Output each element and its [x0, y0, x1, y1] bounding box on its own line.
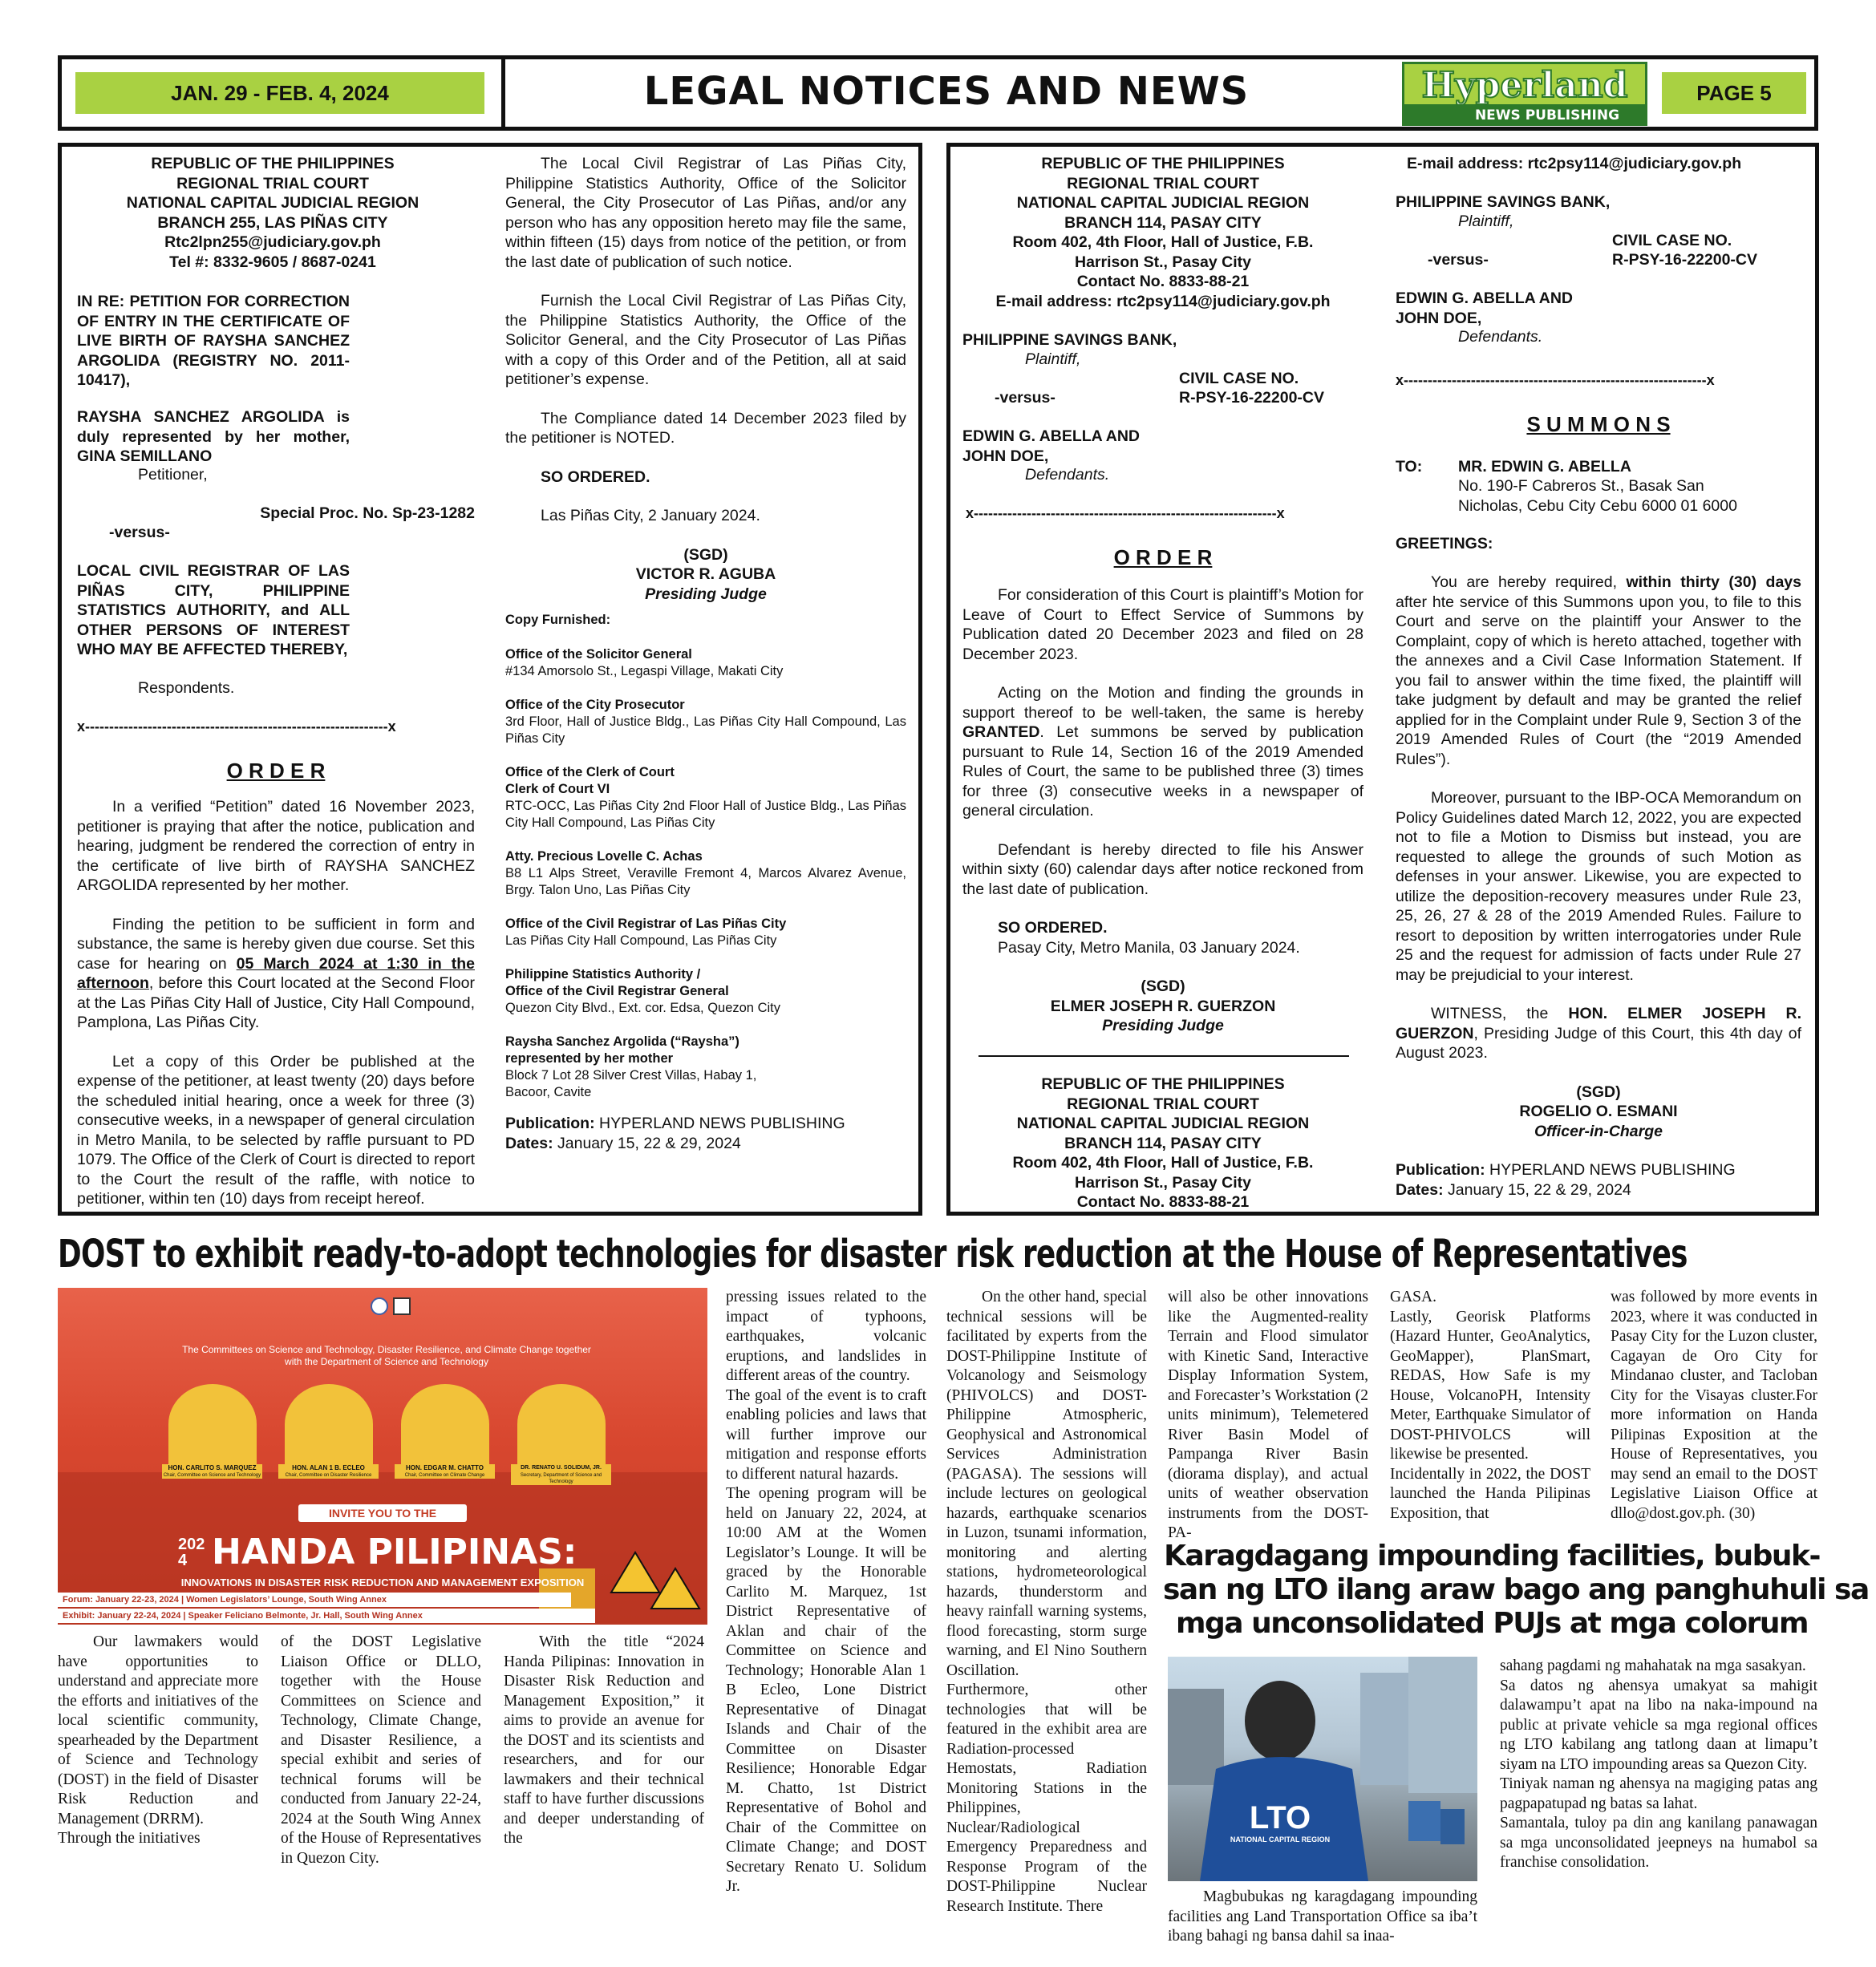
article1-col-7: GASA. Lastly, Georisk Platforms (Hazard Hunter, GeoAnalytics, GeoMapper), PlanSmart, REDAS, How Safe is my House, VolcanoPH, Intensity Meter, Earthquake Simulator of DOST-PHIVOLCS will likewise be presented. Incidentally in 2022, the DOST launched the Handa Pilipinas Exposition, that: [1390, 1289, 1590, 1522]
copy-name: Office of the Solicitor General: [505, 647, 692, 662]
summons-judge: HON. ELMER JOSEPH R. GUERZON: [1396, 1005, 1801, 1042]
notice2-summons-para-3: [1396, 1004, 1801, 1063]
notice1-place-date: Las Piñas City, 2 January 2024.: [541, 507, 760, 524]
poster-people: [162, 1384, 611, 1485]
copy-name: Office of the City Prosecutor: [505, 698, 685, 712]
summons-para-3-a: WITNESS, the: [1431, 1005, 1569, 1022]
article1-col-6: will also be other innovations like the Augmented-reality Terrain and Flood simulator with Kinetic Sand, Interactive Display Information System, and Forecaster’s Workstation (2 units minimum), Telemetered River Basin Model of Pampanga River Basin (diorama display), and actual units of weather observation instruments from the DOST-PA-: [1168, 1289, 1368, 1541]
copy-entry: [505, 966, 906, 1017]
issue-date: [75, 72, 484, 114]
notice2-versus-2: -versus-: [1428, 251, 1489, 269]
notice1-publication: [505, 1114, 906, 1134]
summons-deadline: within thirty (30) days: [1626, 573, 1801, 591]
notice1-sgd: (SGD): [683, 545, 728, 564]
copy-entry: [505, 646, 906, 680]
notice1-copies-list: [505, 646, 906, 1101]
person-name: HON. CARLITO S. MARQUEZ: [162, 1464, 262, 1472]
notice1-para-2: [77, 915, 475, 1033]
publication-label: Publication:: [1396, 1161, 1485, 1179]
notice2-greetings: GREETINGS:: [1396, 535, 1493, 552]
notice1-judge: VICTOR R. AGUBA: [635, 565, 776, 583]
article1-col-8: was followed by more events in 2023, where it was conducted in Pasay City for the Luzon cluster, Cagayan de Oro City for Mindanao cluster, and Tacloban City for the Visayas cluster.For more information on Handa Pilipinas Exposition at the House of Representatives, you may send an email to the DOST Legislative Liaison Office at dllo@dost.gov.ph. (30): [1611, 1289, 1817, 1522]
notice2-civil-case-label-2: CIVIL CASE NO.: [1612, 232, 1732, 249]
logo-sub-text: NEWS PUBLISHING: [1474, 107, 1620, 123]
poster-forum: Forum: January 22-23, 2024 | Women Legislators’ Lounge, South Wing Annex: [58, 1593, 571, 1607]
article2-col-2: sahang pagdami ng mahahatak na mga sasakyan. Sa datos ng ahensya umakyat sa mahigit dalawampu’t apat na libo na naka-impound na public at private vehicle sa mga regional offices ng LTO kabilang ang tatlong daan at limapu’t siyam na LTO impounding areas sa Quezon City. Tiniyak naman ng ahensya na magiging patas ang pagpapatupad ng batas sa lahat. Samantala, tuloy pa din ang kanilang panawagan sa mga unconsolidated jeepneys na humabol sa franchise consolidation.: [1500, 1657, 1817, 1871]
notice2-officer-title: Officer-in-Charge: [1534, 1122, 1663, 1140]
notice1-versus: -versus-: [109, 524, 170, 541]
copy-name: Raysha Sanchez Argolida (“Raysha”) represented by her mother: [505, 1034, 739, 1066]
notice2-to-label: TO:: [1396, 458, 1423, 476]
copy-entry: [505, 916, 906, 949]
person-role: Secretary, Department of Science and Technology: [511, 1472, 611, 1485]
notice2-judge-title: Presiding Judge: [1102, 1017, 1224, 1034]
summons-para-1-b: after hte service of this Summons upon you, to file to this Court and serve on the plaintiff your Answer to the Complaint, copy of which is hereto attached, together with the annexes and a Civil Case Information Statement. If you fail to answer within the time fixed, the plaintiff will take judgment by default and may be granted the relief applied for in the Complaint under Rule 9, Section 3 of the 2019 Amended Rules of Court (the “2019 Amended Rules”).: [1396, 593, 1801, 768]
person-name: HON. EDGAR M. CHATTO: [395, 1464, 495, 1472]
notice1-petitioner: RAYSHA SANCHEZ ARGOLIDA is duly represented by her mother, GINA SEMILLANO: [77, 408, 350, 465]
notice2-summons-para-2: Moreover, pursuant to the IBP-OCA Memorandum on Policy Guidelines dated March 12, 2022, you are expected not to file a Motion to Dismiss but instead, you are requested to allege the grounds of such Motion as defenses in your answer. Likewise, you are expected to utilize the deposition-recovery measures under Rule 23, 25, 26, 27 & 28 of the 2019 Amended Rules. Failure to resort to deposition by written interrogatories under Rule 25 and the request for admission of facts under Rule 27 may be prejudicial to your interest.: [1396, 789, 1801, 984]
poster-dost-icon: [393, 1297, 411, 1315]
person-portrait: [401, 1384, 489, 1464]
copy-name: Office of the Clerk of Court Clerk of Court VI: [505, 765, 675, 796]
notice2-separator: x---------------------------------------------------------------x: [966, 505, 1285, 521]
copy-entry: [505, 848, 906, 899]
notice2-versus: -versus-: [995, 389, 1056, 407]
notice1-para-2-b: , before this Court located at the Second Floor at the Las Piñas City Hall of Justice, City Hall Compound, Pamplona, Las Piñas City.: [77, 974, 475, 1031]
notice2-defendants-label-2: Defendants.: [1458, 328, 1543, 346]
notice1-hearing-date: 05 March 2024 at 1:30 in the afternoon: [77, 954, 475, 992]
poster-invite: INVITE YOU TO THE: [298, 1504, 467, 1522]
notice1-court-header: REPUBLIC OF THE PHILIPPINES REGIONAL TRIAL COURT NATIONAL CAPITAL JUDICIAL REGION BRANCH 255, LAS PIÑAS CITY Rtc2lpn255@judiciary.gov.ph Tel #: 8332-9605 / 8687-0241: [126, 155, 419, 271]
poster-person: [395, 1384, 495, 1485]
person-name: DR. RENATO U. SOLIDUM, JR.: [511, 1464, 611, 1472]
copy-name: Philippine Statistics Authority / Office of the Civil Registrar General: [505, 967, 729, 998]
notice2-court-header: REPUBLIC OF THE PHILIPPINES REGIONAL TRIAL COURT NATIONAL CAPITAL JUDICIAL REGION BRANCH 114, PASAY CITY Room 402, 4th Floor, Hall of Justice, F.B. Harrison St., Pasay City Contact No. 8833-88-21 E-mail address: rtc2psy114@judiciary.gov.ph: [995, 155, 1331, 310]
lto-photo-scene: [1168, 1657, 1477, 1881]
notice2-civil-case-no-2: R-PSY-16-22200-CV: [1612, 251, 1758, 269]
notice2-order-body: [962, 585, 1363, 1036]
poster-exhibit: Exhibit: January 22-24, 2024 | Speaker Feliciano Belmonte, Jr. Hall, South Wing Annex: [58, 1609, 595, 1623]
notice2-defendants: EDWIN G. ABELLA AND JOHN DOE,: [962, 427, 1140, 465]
lto-photo: [1168, 1657, 1477, 1881]
notice1-separator: x---------------------------------------------------------------x: [77, 718, 396, 735]
person-portrait: [285, 1384, 373, 1464]
copy-name: Office of the Civil Registrar of Las Piñas City: [505, 917, 787, 931]
article2-headline-line: mga unconsolidated PUJs at mga colorum: [1175, 1607, 1809, 1640]
article1-col-3: With the title “2024 Handa Pilipinas: Innovation in Disaster Risk Reduction and Management Exposition,” it aims to provide an avenue for the DOST and its scientists and researchers, and for our lawmakers and their technical staff to have further discussions and deeper understanding of the: [504, 1633, 704, 1847]
article1-col-2: of the DOST Legislative Liaison Office or DLLO, together with the House Committees on Science and Technology, Climate Change, and Disaster Resilience, a special exhibit and series of technical forums will be conducted from January 22-24, 2024 at the South Wing Annex of the House of Representatives in Quezon City.: [281, 1633, 481, 1867]
summons-para-1-a: You are hereby required,: [1431, 573, 1627, 591]
notice2-judge: ELMER JOSEPH R. GUERZON: [1050, 997, 1276, 1015]
notice1-para-1: In a verified “Petition” dated 16 November 2023, petitioner is praying that after the notice, publication and hearing, judgment be rendered the correction of entry in the certificate of live birth of RAYSHA SANCHEZ ARGOLIDA represented by her mother.: [77, 798, 475, 894]
issue-date-text: JAN. 29 - FEB. 4, 2024: [171, 80, 389, 105]
notice2-email-2: E-mail address: rtc2psy114@judiciary.gov.ph: [1407, 155, 1742, 172]
lto-vest-text: LTO: [1249, 1800, 1311, 1835]
notice1-respondents-label: Respondents.: [138, 679, 235, 697]
copy-entry: [505, 697, 906, 747]
copy-address: 3rd Floor, Hall of Justice Bldg., Las Piñas City Hall Compound, Las Piñas City: [505, 714, 906, 746]
notice1-copy-furnished: Copy Furnished:: [505, 613, 611, 627]
notice1-para-3: Let a copy of this Order be published at the expense of the petitioner, at least twenty (20) days before the scheduled initial hearing, once a week for three (3) consecutive weeks, in a newspaper of general circulation in Metro Manila, to be selected by raffle pursuant to PD 1079. The Office of the Clerk of Court is directed to report to the Court the result of the raffle, with notice to petitioner, within ten (10) days from receipt hereof.: [77, 1052, 475, 1208]
publication-value: HYPERLAND NEWS PUBLISHING: [594, 1115, 845, 1132]
dates-label: Dates:: [505, 1134, 553, 1152]
notice2-sgd-2: (SGD): [1576, 1083, 1621, 1101]
copy-address: Block 7 Lot 28 Silver Crest Villas, Habay 1, Bacoor, Cavite: [505, 1068, 757, 1099]
poster-intro: The Committees on Science and Technology, Disaster Resilience, and Climate Change together with the Department of Science and Technology: [182, 1344, 591, 1367]
poster-person: [278, 1384, 379, 1485]
article1-col-5: On the other hand, special technical sessions will be facilitated by experts from the DOST-Philippine Institute of Volcanology and Seismology (PHIVOLCS) and DOST-Philippine Atmospheric, Geophysical and Astronomical Services Administration (PAGASA). The sessions will include lectures on geological hazards, earthquake scenarios in Luzon, tsunami information, monitoring and alerting stations, hydrometeorological hazards, thunderstorm and heavy rainfall warning systems, flood forecasting, storm surge warning, and El Nino Southern Oscillation. Furthermore, other technologies that will be featured in the exhibit area are Radiation-processed Hemostats, Radiation Monitoring Stations in the Philippines, Nuclear/Radiological Emergency Preparedness and Response Program of the DOST-Philippine Nuclear Research Institute. There: [946, 1289, 1147, 1915]
notice1-case-no: Special Proc. No. Sp-23-1282: [260, 504, 475, 522]
handa-pilipinas-poster: [58, 1288, 707, 1625]
poster-person: [162, 1384, 262, 1485]
copy-address: B8 L1 Alps Street, Veraville Fremont 4, Marcos Alvarez Avenue, Brgy. Talon Uno, Las Piñas City: [505, 866, 906, 897]
copy-address: #134 Amorsolo St., Legaspi Village, Makati City: [505, 664, 784, 678]
person-portrait: [168, 1384, 257, 1464]
copy-address: RTC-OCC, Las Piñas City 2nd Floor Hall of Justice Bldg., Las Piñas City Hall Compound, Las Piñas City: [505, 799, 906, 830]
article2-col-1: Magbubukas ng karagdagang impounding facilities ang Land Transportation Office sa iba’t ibang bahagi ng bansa dahil sa inaa-: [1168, 1888, 1477, 1945]
person-portrait: [517, 1384, 606, 1464]
notice2-civil-case-label: CIVIL CASE NO.: [1179, 370, 1299, 387]
notice2-to-name: MR. EDWIN G. ABELLA: [1458, 458, 1631, 476]
section-title: LEGAL NOTICES AND NEWS: [643, 69, 1250, 114]
page-number: [1662, 72, 1806, 114]
article2-headline-line: san ng LTO ilang araw bago ang panghuhuli sa: [1163, 1573, 1869, 1606]
notice2-officer: ROGELIO O. ESMANI: [1519, 1103, 1678, 1120]
notice2-separator-2: x---------------------------------------------------------------x: [1396, 372, 1715, 388]
notice2-sgd: (SGD): [1141, 977, 1185, 995]
notice2-summons-para-1: [1396, 573, 1801, 769]
poster-seal-icon: [371, 1297, 388, 1315]
copy-name: Atty. Precious Lovelle C. Achas: [505, 849, 703, 864]
dates-value: January 15, 22 & 29, 2024: [1443, 1180, 1631, 1199]
person-role: Chair, Committee on Science and Technology: [163, 1473, 261, 1478]
notice2-granted: GRANTED: [962, 723, 1040, 741]
notice1-para-2-a: Finding the petition to be sufficient in form and substance, the same is hereby given due course. Set this case for hearing on: [77, 915, 475, 973]
notice2-defendants-2: EDWIN G. ABELLA AND JOHN DOE,: [1396, 289, 1573, 327]
notice2-court-header-2: REPUBLIC OF THE PHILIPPINES REGIONAL TRIAL COURT NATIONAL CAPITAL JUDICIAL REGION BRANCH 114, PASAY CITY Room 402, 4th Floor, Hall of Justice, F.B. Harrison St., Pasay City Contact No. 8833-88-21: [1012, 1075, 1314, 1211]
person-role: Chair, Committee on Climate Change: [395, 1472, 495, 1479]
notice2-place-date: Pasay City, Metro Manila, 03 January 2024.: [998, 938, 1300, 957]
person-name: HON. ALAN 1 B. ECLEO: [278, 1464, 379, 1472]
notice2-para-2-b: . Let summons be served by publication pursuant to Rule 14, Section 16 of the 2019 Amended Rules of Court, the same to be published three (3) times for three (3) consecutive weeks in a newspaper of general circulation.: [962, 723, 1363, 820]
notice2-order-title: O R D E R: [1113, 545, 1213, 569]
notice2-dates: [1396, 1180, 1801, 1200]
notice1-body-col1: [77, 797, 475, 1209]
notice1-dates: [505, 1134, 906, 1154]
hyperland-logo: [1402, 62, 1647, 126]
poster-subtitle: INNOVATIONS IN DISASTER RISK REDUCTION AND MANAGEMENT EXPOSITION: [180, 1576, 585, 1589]
poster-year: 2024: [178, 1536, 205, 1569]
notice2-defendants-label: Defendants.: [1025, 466, 1110, 484]
dates-label: Dates:: [1396, 1180, 1444, 1199]
notice1-para-5: Furnish the Local Civil Registrar of Las Piñas City, the Philippine Statistics Authority, the Office of the Solicitor General, and the City Prosecutor of Las Piñas with a copy of this Order and of the Petition, all at said petitioner’s expense.: [505, 292, 906, 388]
notice2-para-1: For consideration of this Court is plaintiff’s Motion for Leave of Court to Effect Service of Summons by Publication dated 20 December 2023 and filed on 28 December 2023.: [962, 586, 1363, 663]
poster-event: HANDA PILIPINAS:: [212, 1532, 577, 1572]
dates-value: January 15, 22 & 29, 2024: [553, 1134, 741, 1152]
copy-entry: [505, 764, 906, 832]
notice2-plaintiff-2: PHILIPPINE SAVINGS BANK,: [1396, 193, 1611, 211]
copy-address: Quezon City Blvd., Ext. cor. Edsa, Quezon City: [505, 1001, 780, 1015]
person-role: Chair, Committee on Disaster Resilience: [278, 1472, 379, 1479]
notice2-plaintiff: PHILIPPINE SAVINGS BANK,: [962, 331, 1177, 349]
notice2-summons-body: [1396, 573, 1801, 1200]
notice2-plaintiff-label-2: Plaintiff,: [1458, 212, 1514, 230]
notice2-publication: [1396, 1160, 1801, 1180]
notice1-para-6: The Compliance dated 14 December 2023 filed by the petitioner is NOTED.: [505, 409, 906, 447]
lto-vest-sub: NATIONAL CAPITAL REGION: [1230, 1835, 1331, 1844]
notice2-civil-case-no: R-PSY-16-22200-CV: [1179, 389, 1325, 407]
summons-para-3-b: , Presiding Judge of this Court, this 4th day of August 2023.: [1396, 1024, 1801, 1062]
article1-col-4: pressing issues related to the impact of typhoons, earthquakes, volcanic eruptions, and landslides in different areas of the country. The goal of the event is to craft enabling policies and laws that will further improve our mitigation and response efforts to different natural hazards. The opening program will be held on January 22, 2024, at 10:00 AM at the Women Legislator’s Lounge. It will be graced by the Honorable Carlito M. Marquez, 1st District Representative of Aklan and chair of the Committee on Science and Technology; Honorable Alan 1 B Ecleo, Lone District Representative of Dinagat Islands and Chair of the Committee on Disaster Resilience; Honorable Edgar M. Chatto, 1st District Representative of Bohol and Chair of the Committee on Climate Change; and DOST Secretary Renato U. Solidum Jr.: [726, 1289, 926, 1895]
publication-label: Publication:: [505, 1115, 595, 1132]
poster-person: [511, 1384, 611, 1485]
notice2-para-3: Defendant is hereby directed to file his Answer within sixty (60) calendar days after notice reckoned from the last date of publication.: [962, 840, 1363, 898]
copy-address: Las Piñas City Hall Compound, Las Piñas City: [505, 933, 777, 948]
page-number-text: PAGE 5: [1696, 80, 1772, 105]
notice2-divider: [979, 1055, 1349, 1057]
publication-value: HYPERLAND NEWS PUBLISHING: [1485, 1161, 1736, 1179]
logo-main-text: Hyperland: [1421, 65, 1628, 106]
notice1-order-title: O R D E R: [226, 759, 326, 783]
article1-col-1: Our lawmakers would have opportunities to understand and appreciate more the efforts and initiatives of the local scientific community, spearheaded by the Department of Science and Technology (DOST) in the field of Disaster Risk Reduction and Management (DRRM). Through the initiatives: [58, 1633, 258, 1847]
notice1-body-col2: [505, 154, 906, 1153]
masthead-divider: [501, 55, 505, 131]
copy-entry: [505, 1034, 906, 1101]
notice1-respondents: LOCAL CIVIL REGISTRAR OF LAS PIÑAS CITY, PHILIPPINE STATISTICS AUTHORITY, and ALL OTHER PERSONS OF INTEREST WHO MAY BE AFFECTED THEREBY,: [77, 562, 350, 658]
notice1-petitioner-label: Petitioner,: [138, 466, 208, 484]
notice2-to-address: No. 190-F Cabreros St., Basak San Nicholas, Cebu City Cebu 6000 01 6000: [1458, 477, 1737, 515]
notice1-so-ordered: SO ORDERED.: [541, 467, 650, 486]
notice2-summons-title: S U M M O N S: [1526, 412, 1671, 436]
notice2-so-ordered: SO ORDERED.: [998, 919, 1108, 937]
notice2-para-2: [962, 683, 1363, 821]
notice1-para-4: The Local Civil Registrar of Las Piñas City, Philippine Statistics Authority, Office of the Solicitor General, the City Prosecutor of Las Piñas, and/or any person who has any opposition hereto may file the same, within fifteen (15) days from notice of the petition, or from the last date of publication of such notice.: [505, 155, 906, 271]
article2-headline: [1163, 1540, 1869, 1641]
article2-headline-line: Karagdagang impounding facilities, bubuk-: [1164, 1540, 1820, 1572]
notice2-plaintiff-label: Plaintiff,: [1025, 350, 1081, 368]
notice1-in-re: IN RE: PETITION FOR CORRECTION OF ENTRY IN THE CERTIFICATE OF LIVE BIRTH OF RAYSHA SANCHEZ ARGOLIDA (REGISTRY NO. 2011-10417),: [77, 293, 350, 389]
article1-headline: DOST to exhibit ready-to-adopt technologies for disaster risk reduction at the House of Representatives: [58, 1232, 1688, 1277]
notice1-judge-title: Presiding Judge: [645, 585, 767, 603]
notice2-para-2-a: Acting on the Motion and finding the grounds in support thereof to be well-taken, the same is hereby: [962, 684, 1363, 722]
